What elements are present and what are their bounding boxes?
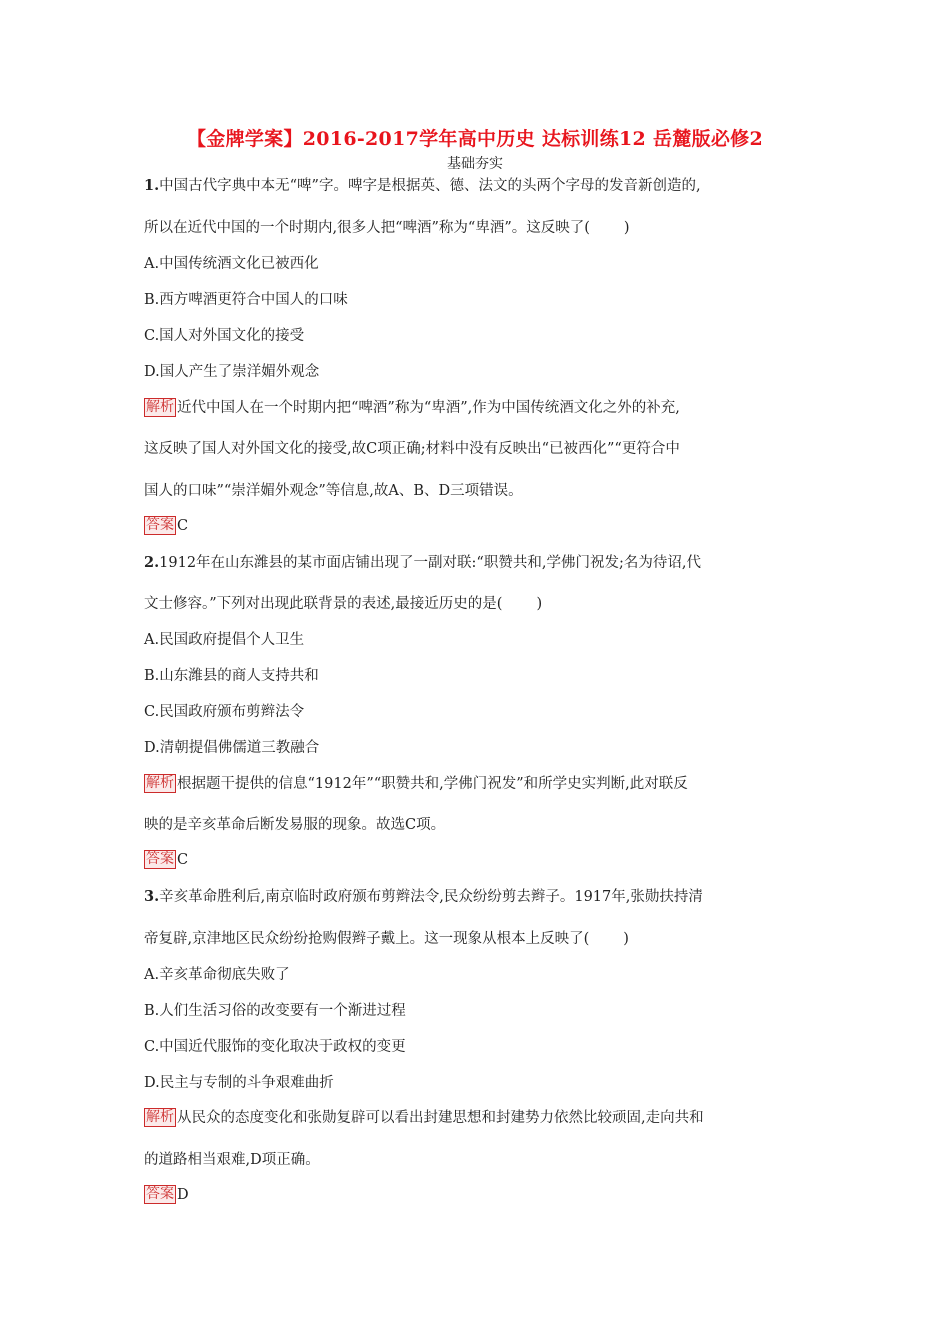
question-2-stem-line-1: 2.1912年在山东潍县的某市面店铺出现了一副对联:“职赞共和,学佛门祝发;名为待诏,代	[144, 554, 701, 571]
question-3-option-b: B.人们生活习俗的改变要有一个渐进过程	[144, 1003, 406, 1019]
analysis-tag: 解析	[146, 1109, 174, 1125]
question-3-answer: 答案 D	[146, 1186, 189, 1203]
question-2-option-a: A.民国政府提倡个人卫生	[144, 632, 305, 648]
question-3-analysis-line-1: 解析 从民众的态度变化和张勋复辟可以看出封建思想和封建势力依然比较顽固,走向共和	[146, 1109, 704, 1126]
answer-tag: 答案	[146, 1186, 174, 1202]
question-1-stem-line-1: 1.中国古代字典中本无“啤”字。啤字是根据英、德、法文的头两个字母的发音新创造的,	[144, 177, 701, 194]
question-2-answer: 答案 C	[146, 851, 189, 868]
question-3-option-c: C.中国近代服饰的变化取决于政权的变更	[144, 1039, 406, 1055]
question-2-number: 2.	[144, 554, 160, 571]
question-2-option-d: D.清朝提倡佛儒道三教融合	[144, 740, 320, 756]
question-1-option-a: A.中国传统酒文化已被西化	[144, 256, 319, 272]
question-1-option-b: B.西方啤酒更符合中国人的口味	[144, 292, 348, 308]
section-heading: 基础夯实	[447, 156, 503, 172]
question-1-option-c: C.国人对外国文化的接受	[144, 328, 305, 344]
question-1-analysis-line-1: 解析 近代中国人在一个时期内把“啤酒”称为“卑酒”,作为中国传统酒文化之外的补充,	[146, 399, 680, 416]
question-2-analysis-line-2: 映的是辛亥革命后断发易服的现象。故选C项。	[144, 817, 446, 833]
answer-tag: 答案	[146, 851, 174, 867]
question-1-analysis-line-3: 国人的口味”“崇洋媚外观念”等信息,故A、B、D三项错误。	[144, 483, 523, 499]
question-3-stem-line-1: 3.辛亥革命胜利后,南京临时政府颁布剪辫法令,民众纷纷剪去辫子。1917年,张勋扶持清	[144, 888, 703, 905]
document-title: 【金牌学案】2016-2017学年高中历史 达标训练12 岳麓版必修2	[186, 128, 764, 150]
question-3-option-d: D.民主与专制的斗争艰难曲折	[144, 1075, 334, 1091]
question-3-stem-line-2: 帝复辟,京津地区民众纷纷抢购假辫子戴上。这一现象从根本上反映了( )	[144, 931, 629, 947]
question-3-analysis-line-2: 的道路相当艰难,D项正确。	[144, 1152, 320, 1168]
question-1-number: 1.	[144, 177, 160, 194]
question-2-stem-line-2: 文士修容。”下列对出现此联背景的表述,最接近历史的是( )	[144, 596, 543, 612]
question-1-answer: 答案 C	[146, 517, 189, 534]
question-2-analysis-line-1: 解析 根据题干提供的信息“1912年”“职赞共和,学佛门祝发”和所学史实判断,此对联反	[146, 775, 688, 792]
analysis-tag: 解析	[146, 775, 174, 791]
question-3-option-a: A.辛亥革命彻底失败了	[144, 967, 290, 983]
question-1-stem-line-2: 所以在近代中国的一个时期内,很多人把“啤酒”称为“卑酒”。这反映了( )	[144, 220, 630, 236]
question-1-option-d: D.国人产生了崇洋媚外观念	[144, 364, 320, 380]
question-2-option-c: C.民国政府颁布剪辫法令	[144, 704, 305, 720]
analysis-tag: 解析	[146, 399, 174, 415]
question-3-number: 3.	[144, 888, 160, 905]
question-2-option-b: B.山东潍县的商人支持共和	[144, 668, 319, 684]
answer-tag: 答案	[146, 517, 174, 533]
question-1-analysis-line-2: 这反映了国人对外国文化的接受,故C项正确;材料中没有反映出“已被西化”“更符合中	[144, 441, 680, 457]
